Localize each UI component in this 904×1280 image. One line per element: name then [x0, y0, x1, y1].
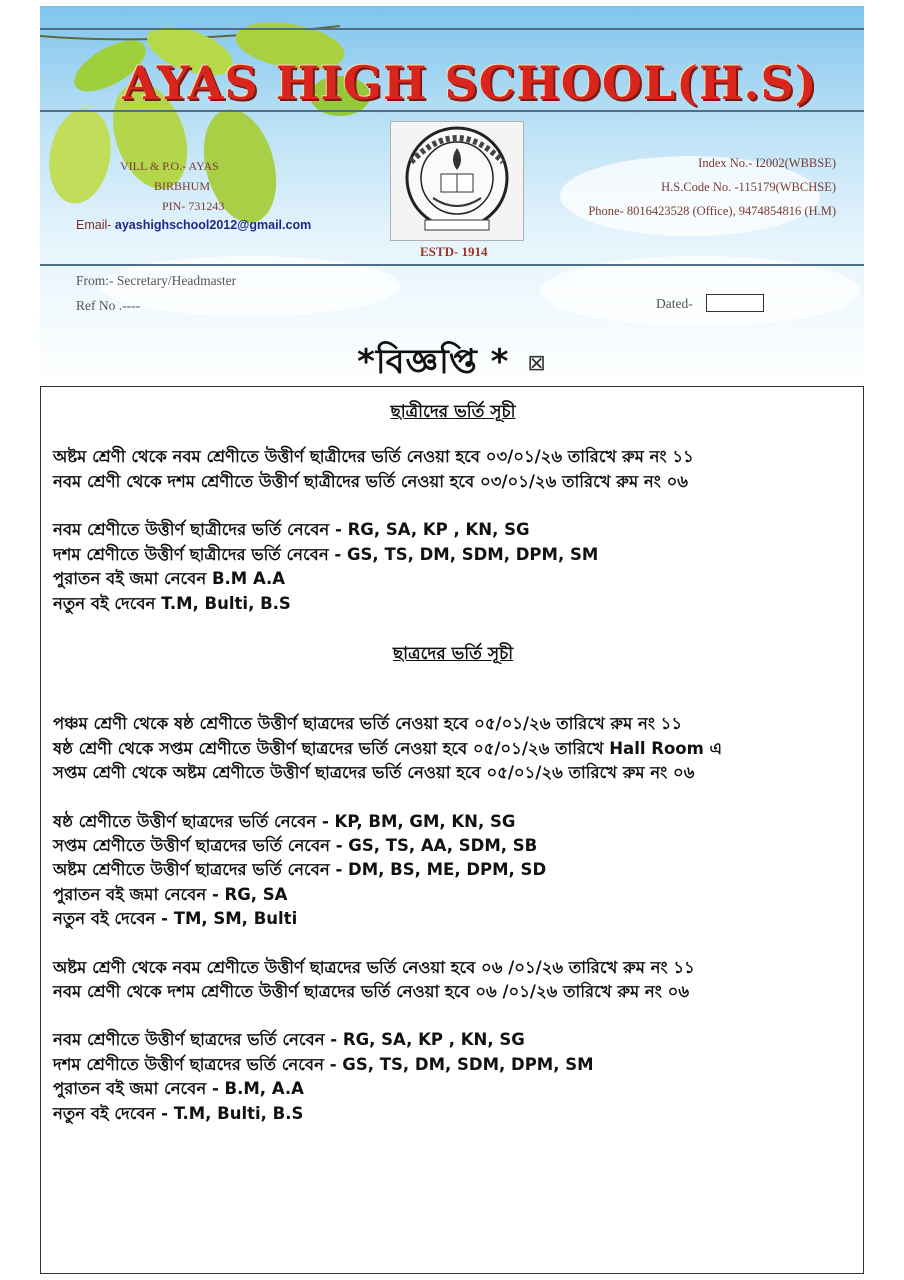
notice-sheet [40, 6, 864, 1274]
missing-glyph-icon: ⊠ [527, 351, 547, 376]
girls-line: নতুন বই দেবেন T.M, Bulti, B.S [53, 594, 291, 613]
boys-line: অষ্টম শ্রেণী থেকে নবম শ্রেণীতে উত্তীর্ণ ছাত্রদের ভর্তি নেওয়া হবে ০৬ /০১/২৬ তারিখে রুম নং ১১ [53, 958, 695, 977]
date-box [706, 294, 764, 312]
boys-line: নবম শ্রেণীতে উত্তীর্ণ ছাত্রদের ভর্তি নেবেন - RG, SA, KP , KN, SG [53, 1030, 525, 1049]
girls-line: অষ্টম শ্রেণী থেকে নবম শ্রেণীতে উত্তীর্ণ ছাত্রীদের ভর্তি নেওয়া হবে ০৩/০১/২৬ তারিখে রুম নং ১১ [53, 447, 694, 466]
girls-heading: ছাত্রীদের ভর্তি সূচী [390, 402, 516, 422]
boys-line: নবম শ্রেণী থেকে দশম শ্রেণীতে উত্তীর্ণ ছাত্রদের ভর্তি নেওয়া হবে ০৬ /০১/২৬ তারিখে রুম নং ০৬ [53, 982, 690, 1001]
boys-line: নতুন বই দেবেন - T.M, Bulti, B.S [53, 1104, 304, 1123]
boys-line: পঞ্চম শ্রেণী থেকে ষষ্ঠ শ্রেণীতে উত্তীর্ণ ছাত্রদের ভর্তি নেওয়া হবে ০৫/০১/২৬ তারিখে রুম নং ১১ [53, 714, 683, 733]
school-name: AYAS HIGH SCHOOL(H.S) [122, 56, 818, 110]
boys-line: পুরাতন বই জমা নেবেন - B.M, A.A [53, 1079, 304, 1098]
header-rule [40, 28, 864, 30]
address-block [120, 156, 224, 216]
email-label: Email- [76, 218, 112, 232]
phone-numbers: Phone- 8016423528 (Office), 9474854816 (H.M) [588, 204, 836, 218]
boys-line: সপ্তম শ্রেণী থেকে অষ্টম শ্রেণীতে উত্তীর্ণ ছাত্রদের ভর্তি নেওয়া হবে ০৫/০১/২৬ তারিখে রুম নং ০৬ [53, 763, 695, 782]
girls-line: নবম শ্রেণীতে উত্তীর্ণ ছাত্রীদের ভর্তি নেবেন - RG, SA, KP , KN, SG [53, 520, 530, 539]
hs-code: H.S.Code No. -115179(WBCHSE) [661, 180, 836, 194]
header-rule [40, 264, 864, 266]
notice-title-text: *বিজ্ঞপ্তি * [357, 342, 510, 382]
address-village: VILL & P.O.- AYAS [120, 159, 219, 173]
header-rule [40, 110, 864, 112]
address-district: BIRBHUM [154, 179, 211, 193]
email-line [76, 218, 311, 232]
notice-title [40, 336, 864, 386]
girls-line: নবম শ্রেণী থেকে দশম শ্রেণীতে উত্তীর্ণ ছাত্রীদের ভর্তি নেওয়া হবে ০৩/০১/২৬ তারিখে রুম নং ০৬ [53, 472, 689, 491]
ref-number: Ref No .---- [76, 298, 141, 313]
boys-line: পুরাতন বই জমা নেবেন - RG, SA [53, 885, 288, 904]
email-address[interactable]: ayashighschool2012@gmail.com [114, 218, 312, 232]
boys-line: সপ্তম শ্রেণীতে উত্তীর্ণ ছাত্রদের ভর্তি নেবেন - GS, TS, AA, SDM, SB [53, 836, 538, 855]
cloud-decoration [540, 256, 860, 326]
school-logo [390, 121, 524, 241]
boys-heading: ছাত্রদের ভর্তি সূচী [392, 644, 514, 664]
notice-body [40, 386, 864, 1274]
from-line: From:- Secretary/Headmaster [76, 273, 237, 288]
boys-line: নতুন বই দেবেন - TM, SM, Bulti [53, 909, 298, 928]
boys-line: ষষ্ঠ শ্রেণীতে উত্তীর্ণ ছাত্রদের ভর্তি নেবেন - KP, BM, GM, KN, SG [53, 812, 516, 831]
boys-line: দশম শ্রেণীতে উত্তীর্ণ ছাত্রদের ভর্তি নেবেন - GS, TS, DM, SDM, DPM, SM [53, 1055, 594, 1074]
index-number: Index No.- I2002(WBBSE) [698, 156, 836, 170]
address-pin: PIN- 731243 [162, 199, 225, 213]
letterhead [40, 6, 864, 386]
established-year: ESTD- 1914 [420, 244, 488, 259]
boys-line: ষষ্ঠ শ্রেণী থেকে সপ্তম শ্রেণীতে উত্তীর্ণ ছাত্রদের ভর্তি নেওয়া হবে ০৫/০১/২৬ তারিখে Hall Room এ [53, 739, 723, 758]
girls-line: দশম শ্রেণীতে উত্তীর্ণ ছাত্রীদের ভর্তি নেবেন - GS, TS, DM, SDM, DPM, SM [53, 545, 599, 564]
dated-label: Dated- [656, 296, 693, 311]
girls-line: পুরাতন বই জমা নেবেন B.M A.A [53, 569, 286, 588]
boys-line: অষ্টম শ্রেণীতে উত্তীর্ণ ছাত্রদের ভর্তি নেবেন - DM, BS, ME, DPM, SD [53, 860, 547, 879]
